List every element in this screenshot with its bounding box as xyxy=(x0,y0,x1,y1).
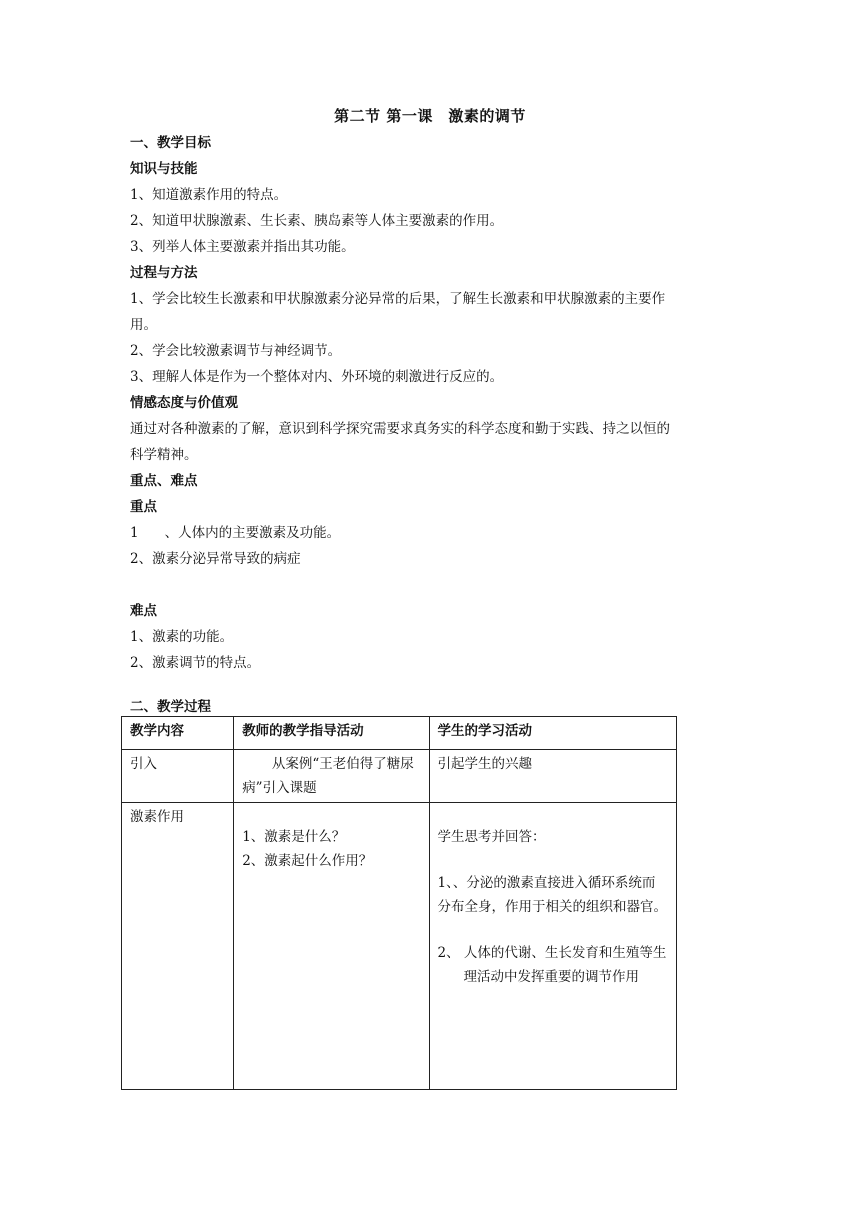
intro-teacher-text: 从案例“王老伯得了糖尿病”引入课题 xyxy=(242,756,414,796)
table-row xyxy=(122,803,677,1090)
table-cell: 引入 xyxy=(122,750,234,803)
key-item-2: 2、激素分泌异常导致的病症 xyxy=(130,551,301,567)
document-title: 第二节 第一课 激素的调节 xyxy=(334,107,526,125)
difficult-item: 1、激素的功能。 xyxy=(130,629,234,645)
knowledge-heading: 知识与技能 xyxy=(130,161,198,177)
student-answer: 1、、分泌的激素直接进入循环系统而分布全身，作用于相关的组织和器官。 xyxy=(437,875,668,915)
difficult-item: 2、激素调节的特点。 xyxy=(130,655,261,671)
key-heading: 重点 xyxy=(130,499,157,515)
key-difficult-heading: 重点、难点 xyxy=(130,473,198,489)
student-intro: 学生思考并回答： xyxy=(437,829,546,845)
student-answer: 2、 人体的代谢、生长发育和生殖等生理活动中发挥重要的调节作用 xyxy=(437,945,667,985)
teacher-question: 2、激素起什么作用？ xyxy=(242,853,373,869)
attitude-text-a: 通过对各种激素的了解，意识到科学探究需要求真务实的科学态度和勤于实践、持之以恒的 xyxy=(130,421,670,437)
table-header-cell: 教师的教学指导活动 xyxy=(234,717,429,750)
attitude-heading: 情感态度与价值观 xyxy=(130,395,238,411)
table-header-cell: 教学内容 xyxy=(122,717,234,750)
objectives-heading: 一、教学目标 xyxy=(130,135,211,151)
table-header-row xyxy=(122,717,677,750)
process-item-1b: 用。 xyxy=(130,317,157,333)
table-row xyxy=(122,750,677,803)
table-header-cell: 学生的学习活动 xyxy=(429,717,676,750)
difficult-heading: 难点 xyxy=(130,603,157,619)
attitude-text-b: 科学精神。 xyxy=(130,447,198,463)
process-item-2: 2、学会比较激素调节与神经调节。 xyxy=(130,343,342,359)
key-item-1-number: 1 xyxy=(130,525,139,541)
knowledge-item: 3、列举人体主要激素并指出其功能。 xyxy=(130,239,355,255)
knowledge-item: 2、知道甲状腺激素、生长素、胰岛素等人体主要激素的作用。 xyxy=(130,213,504,229)
teacher-question: 1、激素是什么？ xyxy=(242,829,346,845)
process-heading: 过程与方法 xyxy=(130,265,198,281)
knowledge-item: 1、知道激素作用的特点。 xyxy=(130,187,288,203)
key-item-1-text: 、人体内的主要激素及功能。 xyxy=(164,525,341,541)
lesson-table xyxy=(121,716,677,1090)
table-cell xyxy=(234,750,429,803)
process-item-1a: 1、学会比较生长激素和甲状腺激素分泌异常的后果，了解生长激素和甲状腺激素的主要作 xyxy=(130,291,666,307)
process-section-heading: 二、教学过程 xyxy=(130,699,211,715)
key-item-1 xyxy=(130,524,340,542)
table-cell: 引起学生的兴趣 xyxy=(429,750,676,803)
table-cell xyxy=(234,803,429,1090)
table-cell xyxy=(429,803,676,1090)
table-cell: 激素作用 xyxy=(122,803,234,1090)
process-item-3: 3、理解人体是作为一个整体对内、外环境的刺激进行反应的。 xyxy=(130,369,504,385)
